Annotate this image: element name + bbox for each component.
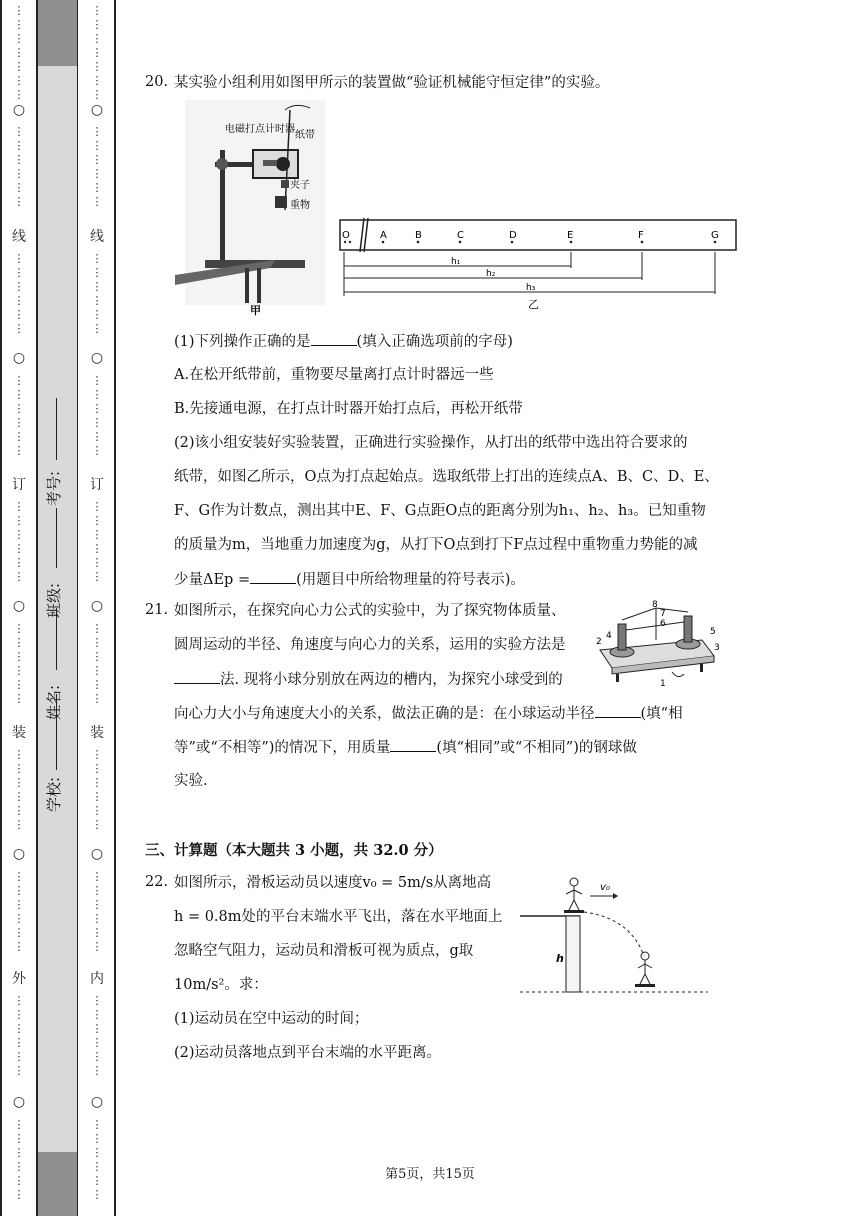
inner-mark-2: ○ [90,350,104,366]
q20-figure-jia [175,100,335,320]
outer-mark-2: ○ [12,350,26,366]
q22-line4: 10m/s²。求： [174,977,268,993]
inner-mark-5: ○ [90,1094,104,1110]
q20-figure-yi [336,216,746,316]
caption-jia: 甲 [250,304,261,317]
inner-mark-4: ○ [90,846,104,862]
gray-strip-bottom-block [38,1152,77,1216]
inner-mark-1: ○ [90,102,104,118]
tape-point-F: F [638,230,644,241]
gray-strip-top-block [38,0,77,66]
q20-part2-line5: 少量ΔEp = (用题目中所给物理量的符号表示)。 [174,569,525,590]
outer-mark-5: ○ [12,1094,26,1110]
q22-number: 22. [145,874,169,890]
outer-mark-xian: 线 [12,229,26,245]
exam-no-field-line [56,398,57,460]
q22-line2: h = 0.8m处的平台末端水平飞出，落在水平地面上 [174,909,503,925]
inner-mark-3: ○ [90,598,104,614]
section-3-heading: 三、计算题（本大题共 3 小题，共 32.0 分） [145,842,443,859]
q22-figure-skateboard [518,872,713,1000]
label-h3: h₃ [526,283,536,293]
tape-point-B: B [415,230,422,241]
q20-stem: 某实验小组利用如图甲所示的装置做“验证机械能守恒定律”的实验。 [174,75,610,91]
outer-mark-zhuang: 装 [12,725,26,741]
label-h1: h₁ [451,257,461,267]
q22-sub2: (2)运动员落地点到平台末端的水平距离。 [174,1045,442,1061]
fig-num-7: 7 [660,609,666,619]
q21-line2: 圆周运动的半径、角速度与向心力的关系，运用的实验方法是 [174,637,566,653]
q21-line1: 如图所示，在探究向心力公式的实验中，为了探究物体质量、 [174,603,566,619]
caption-yi: 乙 [528,298,539,311]
class-field-label: 班级: [45,582,64,619]
outer-mark-1: ○ [12,102,26,118]
q22-line1: 如图所示，滑板运动员以速度v₀ = 5m/s从离地高 [174,875,492,891]
q20-number: 20. [145,74,169,90]
q21-blank-2[interactable] [595,703,641,718]
outer-mark-4: ○ [12,846,26,862]
inner-mark-xian: 线 [90,229,104,245]
label-h2: h₂ [486,269,496,279]
inner-dotted-column: ⋮ ⋮ ⋮ ⋮ ⋮ ⋮ ⋮ ○ ⋮ ⋮ ⋮ ⋮ ⋮ ⋮ 线 ⋮ ⋮ ⋮ ⋮ ⋮ ⋮ ○ ⋮ ⋮ ⋮ ⋮ ⋮ ⋮ 订 ⋮ ⋮ ⋮ ⋮ ⋮ ⋮ ○ ⋮ ⋮ ⋮ ⋮ ⋮ ⋮ 装 ⋮ ⋮ ⋮ ⋮ ⋮ ⋮ ○ ⋮ ⋮ ⋮ ⋮ ⋮ ⋮ 内 ⋮ ⋮ ⋮ ⋮ ⋮ ⋮ ○ ⋮ ⋮ ⋮ ⋮ ⋮ ⋮ [78,0,116,1216]
outer-mark-wai: 外 [12,971,26,987]
tape-point-G: G [711,230,719,241]
label-weight: 重物 [290,200,310,211]
q22-line3: 忽略空气阻力，运动员和滑板可视为质点，g取 [174,943,474,959]
class-field-line [56,508,57,568]
q21-line6: 实验. [174,773,208,789]
q20-blank-1[interactable] [311,331,357,346]
inner-mark-nei: 内 [90,971,104,987]
fig-num-4: 4 [606,631,612,641]
q20-blank-2[interactable] [250,569,296,584]
label-tape: 纸带 [295,130,315,141]
page-footer: 第5页，共15页 [385,1167,475,1182]
fig-num-5: 5 [710,627,716,637]
q21-line5: 等”或“不相等”)的情况下，用质量 (填“相同”或“不相同”)的钢球做 [174,737,637,758]
fig-num-2: 2 [596,637,602,647]
tape-point-D: D [509,230,517,241]
exam-no-field-label: 考号: [45,470,64,507]
q21-figure-centripetal [592,600,722,692]
q20-part1: (1)下列操作正确的是 (填入正确选项前的字母) [174,331,513,352]
q21-line3: 法. 现将小球分别放在两边的槽内，为探究小球受到的 [174,669,563,690]
fig-num-6: 6 [660,619,666,629]
outer-mark-3: ○ [12,598,26,614]
inner-mark-zhuang: 装 [90,725,104,741]
q20-part2-line1: (2)该小组安装好实验装置，正确进行实验操作，从打出的纸带中选出符合要求的 [174,435,688,451]
q21-line4: 向心力大小与角速度大小的关系，做法正确的是：在小球运动半径 (填“相 [174,703,683,724]
q20-part2-line2: 纸带，如图乙所示，O点为打点起始点。选取纸带上打出的连续点A、B、C、D、E、 [174,469,719,485]
label-timer: 电磁打点计时器 [225,124,295,135]
school-field-label: 学校: [45,776,64,813]
fig-num-1: 1 [660,679,666,689]
label-v0: v₀ [600,882,610,893]
name-field-label: 姓名: [45,684,64,721]
inner-mark-ding: 订 [90,477,104,493]
tape-point-E: E [567,230,574,241]
tape-point-A: A [380,230,387,241]
q21-blank-1[interactable] [174,669,220,684]
label-clip: 夹子 [290,180,310,191]
label-h: h [556,952,564,965]
q20-option-b: B.先接通电源，在打点计时器开始打点后，再松开纸带 [174,401,523,417]
q20-option-a: A.在松开纸带前，重物要尽量离打点计时器远一些 [174,367,494,383]
outer-dotted-column: ⋮ ⋮ ⋮ ⋮ ⋮ ⋮ ⋮ ○ ⋮ ⋮ ⋮ ⋮ ⋮ ⋮ 线 ⋮ ⋮ ⋮ ⋮ ⋮ ⋮ ○ ⋮ ⋮ ⋮ ⋮ ⋮ ⋮ 订 ⋮ ⋮ ⋮ ⋮ ⋮ ⋮ ○ ⋮ ⋮ ⋮ ⋮ ⋮ ⋮ 装 ⋮ ⋮ ⋮ ⋮ ⋮ ⋮ ○ ⋮ ⋮ ⋮ ⋮ ⋮ ⋮ 外 ⋮ ⋮ ⋮ ⋮ ⋮ ⋮ ○ ⋮ ⋮ ⋮ ⋮ ⋮ ⋮ [0,0,38,1216]
q21-number: 21. [145,602,169,618]
tape-point-C: C [457,230,464,241]
fig-num-3: 3 [714,643,720,653]
q20-part2-line3: F、G作为计数点，测出其中E、F、G点距O点的距离分别为h₁、h₂、h₃。已知重物 [174,503,706,519]
tape-point-O: O [342,230,350,241]
q22-sub1: (1)运动员在空中运动的时间； [174,1011,369,1027]
fig-num-8: 8 [652,600,658,610]
q20-part2-line4: 的质量为m，当地重力加速度为g，从打下O点到打下F点过程中重物重力势能的减 [174,537,698,553]
q21-blank-3[interactable] [390,737,436,752]
outer-mark-ding: 订 [12,477,26,493]
